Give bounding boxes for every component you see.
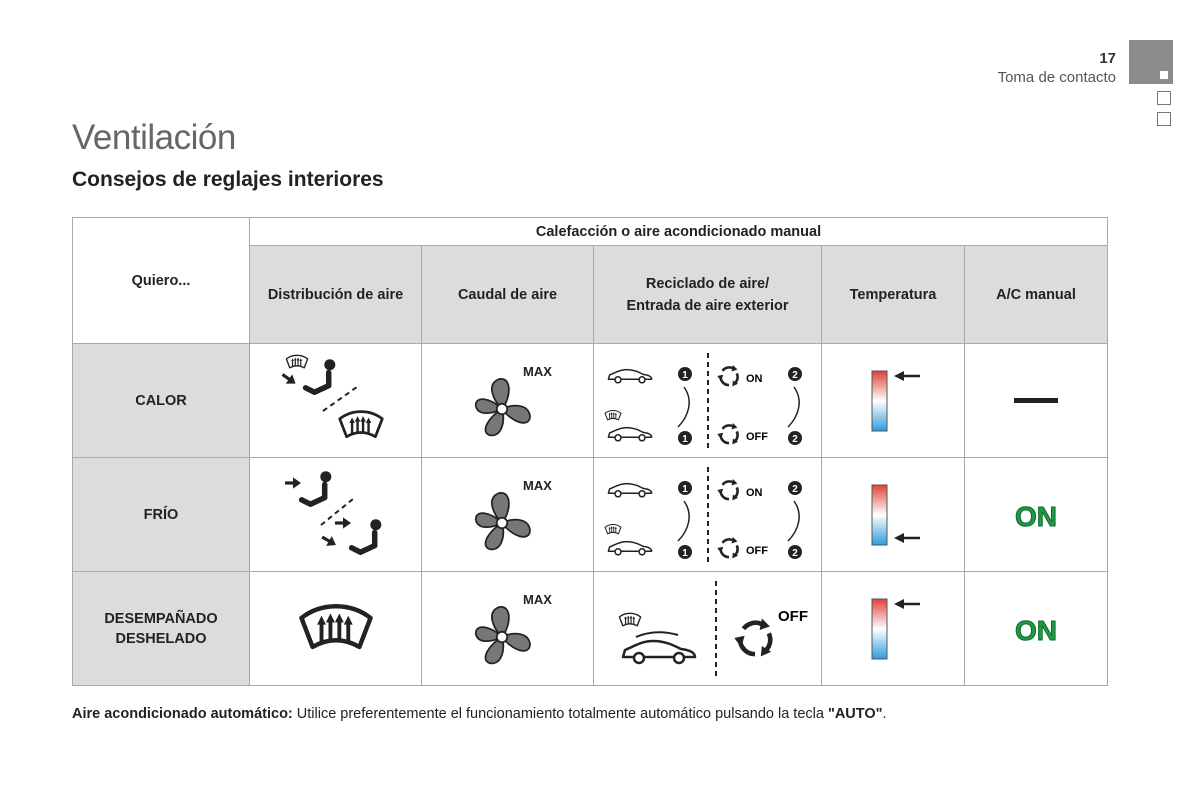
air-distribution-icon bbox=[271, 351, 401, 451]
step-number: 1 bbox=[681, 547, 688, 559]
step-number: 2 bbox=[791, 369, 798, 381]
page-subtitle: Consejos de reglajes interiores bbox=[72, 168, 384, 191]
recirc-off-label: OFF bbox=[777, 607, 808, 625]
col-distribution: Distribución de aire bbox=[250, 246, 422, 344]
chapter-tab-3[interactable] bbox=[1157, 112, 1171, 126]
row-label-heat: CALOR bbox=[73, 344, 250, 458]
ac-cold-cell bbox=[965, 458, 1108, 572]
col-ac: A/C manual bbox=[965, 246, 1108, 344]
fan-icon bbox=[463, 356, 553, 446]
page-number: 17 bbox=[1099, 50, 1116, 67]
row-label-defrost-line1: DESEMPAÑADO bbox=[104, 610, 218, 627]
row-label-defrost bbox=[73, 572, 250, 686]
flow-cold-cell bbox=[422, 458, 594, 572]
windscreen-defrost-icon bbox=[291, 594, 381, 664]
row-label-defrost-line2: DESHELADO bbox=[115, 630, 207, 647]
ac-defrost-cell bbox=[965, 572, 1108, 686]
recirc-defrost-cell bbox=[594, 572, 822, 686]
corner-header: Quiero... bbox=[73, 218, 250, 344]
recirc-on-label: ON bbox=[745, 486, 762, 499]
temp-heat-cell bbox=[822, 344, 965, 458]
footnote-lead: Aire acondicionado automático: bbox=[72, 706, 293, 722]
fan-icon bbox=[463, 584, 553, 674]
step-number: 1 bbox=[681, 433, 688, 445]
ac-on-indicator bbox=[996, 609, 1076, 649]
recirculation-icon bbox=[598, 351, 818, 451]
step-number: 1 bbox=[681, 369, 688, 381]
flow-heat-cell bbox=[422, 344, 594, 458]
chapter-tab-active[interactable] bbox=[1129, 40, 1173, 84]
distribution-cold-cell bbox=[250, 458, 422, 572]
ac-on-indicator bbox=[996, 495, 1076, 535]
recirc-off-label: OFF bbox=[745, 430, 768, 443]
step-number: 2 bbox=[791, 483, 798, 495]
page-title: Ventilación bbox=[72, 118, 236, 157]
temp-defrost-cell bbox=[822, 572, 965, 686]
fan-max-label: MAX bbox=[522, 591, 552, 607]
col-recirculation-line1: Reciclado de aire/ bbox=[645, 275, 770, 292]
table-row bbox=[73, 458, 1108, 572]
distribution-heat-cell bbox=[250, 344, 422, 458]
row-label-cold: FRÍO bbox=[73, 458, 250, 572]
temperature-icon bbox=[858, 366, 928, 436]
section-name: Toma de contacto bbox=[997, 69, 1116, 86]
temperature-icon bbox=[858, 594, 928, 664]
col-recirculation-line2: Entrada de aire exterior bbox=[626, 297, 789, 314]
step-number: 2 bbox=[791, 547, 798, 559]
footnote-end: . bbox=[882, 706, 887, 722]
recirculation-icon bbox=[598, 465, 818, 565]
fan-icon bbox=[463, 470, 553, 560]
group-header: Calefacción o aire acondicionado manual bbox=[250, 218, 1108, 246]
chapter-tabs bbox=[1129, 40, 1173, 126]
flow-defrost-cell bbox=[422, 572, 594, 686]
col-recirculation bbox=[594, 246, 822, 344]
col-temperature: Temperatura bbox=[822, 246, 965, 344]
step-number: 2 bbox=[791, 433, 798, 445]
temp-cold-cell bbox=[822, 458, 965, 572]
footnote-key: "AUTO" bbox=[827, 706, 883, 722]
recirc-cold-cell bbox=[594, 458, 822, 572]
table-row bbox=[73, 572, 1108, 686]
air-distribution-icon bbox=[271, 465, 401, 565]
ac-dash bbox=[1014, 398, 1058, 403]
fan-max-label: MAX bbox=[522, 363, 552, 379]
recirculation-icon bbox=[598, 579, 818, 679]
chapter-tab-2[interactable] bbox=[1157, 91, 1171, 105]
ac-heat-cell bbox=[965, 344, 1108, 458]
ac-on-label: ON bbox=[1015, 614, 1057, 646]
temperature-icon bbox=[858, 480, 928, 550]
recirc-on-label: ON bbox=[745, 372, 762, 385]
footnote bbox=[72, 706, 887, 722]
recirc-off-label: OFF bbox=[745, 544, 768, 557]
settings-table bbox=[72, 217, 1108, 686]
col-flow: Caudal de aire bbox=[422, 246, 594, 344]
ac-on-label: ON bbox=[1015, 500, 1057, 532]
fan-max-label: MAX bbox=[522, 477, 552, 493]
step-number: 1 bbox=[681, 483, 688, 495]
recirc-heat-cell bbox=[594, 344, 822, 458]
footnote-text: Utilice preferentemente el funcionamiento totalmente automático pulsando la tecla bbox=[292, 706, 828, 722]
table-row bbox=[73, 344, 1108, 458]
distribution-defrost-cell bbox=[250, 572, 422, 686]
